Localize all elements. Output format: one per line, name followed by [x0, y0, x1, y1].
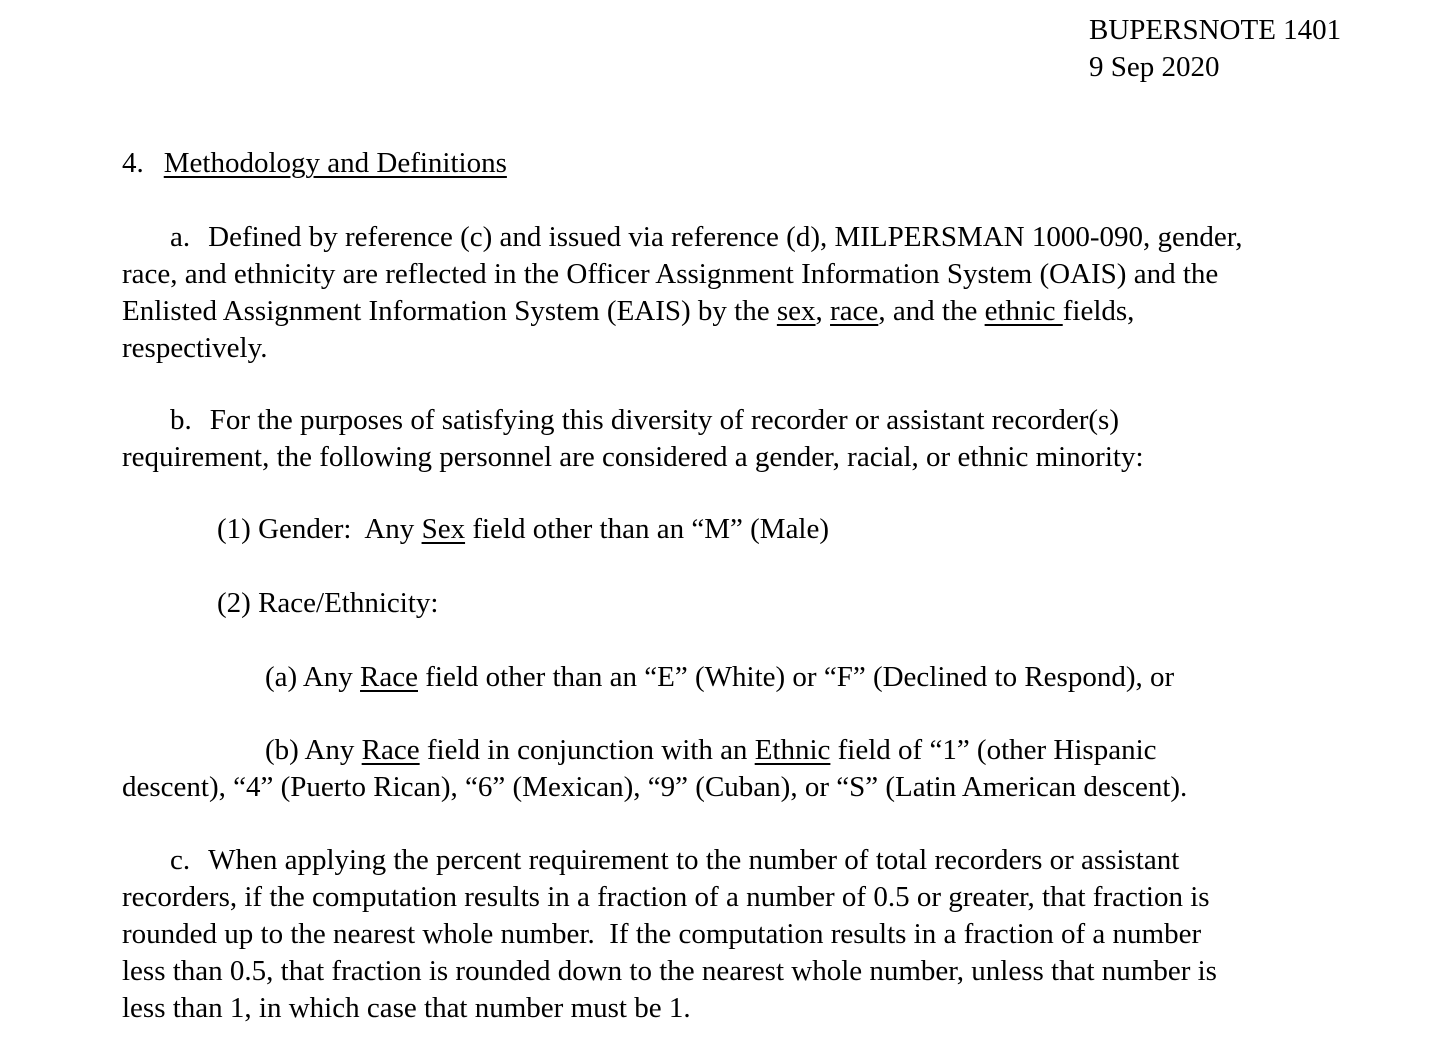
field-name-sex: Sex	[421, 513, 466, 545]
paragraph-c-text: When applying the percent requirement to the number of total recorders or assistant	[208, 844, 1180, 876]
sub-item-text: field of “1” (other Hispanic	[830, 734, 1157, 766]
paragraph-b	[122, 402, 1372, 476]
paragraph-a-text: fields,	[1062, 295, 1135, 327]
paragraph-c-line	[122, 842, 1372, 879]
paragraph-b-label: b.	[170, 404, 192, 436]
paragraph-a-text: ,	[815, 295, 831, 327]
field-name-ethnic: ethnic	[984, 295, 1063, 327]
paragraph-c-line: less than 0.5, that fraction is rounded down to the nearest whole number, unless that number is	[122, 955, 1217, 987]
paragraph-b-line	[122, 402, 1372, 439]
section-number: 4.	[122, 147, 144, 179]
sub-item-b-line	[122, 732, 1372, 769]
sub-item-text: (b) Any	[265, 734, 362, 766]
field-name-ethnic: Ethnic	[754, 734, 831, 766]
paragraph-a-text: , and the	[878, 295, 985, 327]
document-header	[1089, 12, 1449, 86]
paragraph-c-line: recorders, if the computation results in a fraction of a number of 0.5 or greater, that fraction is	[122, 881, 1210, 913]
section-heading	[122, 145, 1372, 182]
sub-item-text: field other than an “E” (White) or “F” (Declined to Respond), or	[418, 661, 1175, 693]
list-item-text: (2) Race/Ethnicity:	[217, 587, 439, 619]
field-name-race: race	[830, 295, 879, 327]
list-item-gender	[122, 511, 1372, 548]
paragraph-c-line: rounded up to the nearest whole number. If the computation results in a fraction of a number	[122, 918, 1202, 950]
paragraph-b-line: requirement, the following personnel are considered a gender, racial, or ethnic minority:	[122, 441, 1144, 473]
list-item-text: field other than an “M” (Male)	[465, 513, 830, 545]
document-date: 9 Sep 2020	[1089, 51, 1220, 83]
paragraph-a	[122, 219, 1372, 367]
sub-item-b	[122, 732, 1372, 806]
paragraph-a-line	[122, 219, 1372, 256]
field-name-race: Race	[361, 734, 420, 766]
list-item-gender-line	[122, 511, 1372, 548]
paragraph-c-line: less than 1, in which case that number must be 1.	[122, 992, 691, 1024]
sub-item-a-line	[122, 659, 1372, 696]
section-title: Methodology and Definitions	[163, 147, 507, 179]
field-name-race: Race	[360, 661, 418, 693]
sub-item-a	[122, 659, 1372, 696]
list-item-text: (1) Gender: Any	[217, 513, 422, 545]
paragraph-a-text: Enlisted Assignment Information System (EAIS) by the	[122, 295, 777, 327]
document-id: BUPERSNOTE 1401	[1089, 14, 1342, 46]
paragraph-c	[122, 842, 1372, 1027]
paragraph-a-text: Defined by reference (c) and issued via reference (d), MILPERSMAN 1000-090, gender,	[208, 221, 1243, 253]
paragraph-a-label: a.	[170, 221, 191, 253]
paragraph-b-text: For the purposes of satisfying this diversity of recorder or assistant recorder(s)	[209, 404, 1119, 436]
paragraph-a-line: race, and ethnicity are reflected in the Officer Assignment Information System (OAIS) and the	[122, 258, 1219, 290]
sub-item-text: field in conjunction with an	[419, 734, 755, 766]
field-name-sex: sex	[776, 295, 816, 327]
paragraph-a-line: respectively.	[122, 332, 268, 364]
list-item-race-ethnicity	[122, 585, 1372, 622]
paragraph-a-line	[122, 293, 1372, 330]
paragraph-c-label: c.	[170, 844, 191, 876]
sub-item-b-line: descent), “4” (Puerto Rican), “6” (Mexican), “9” (Cuban), or “S” (Latin American descent).	[122, 771, 1188, 803]
sub-item-text: (a) Any	[265, 661, 361, 693]
